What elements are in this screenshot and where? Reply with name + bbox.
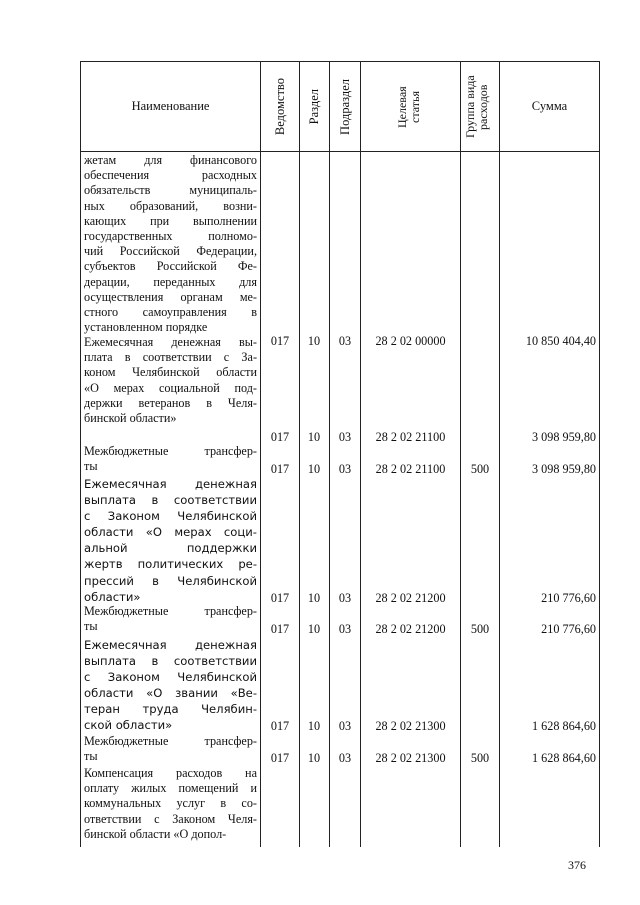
row-3-celevaya: 28 2 02 21100 bbox=[375, 462, 446, 476]
row-2-vedomstvo: 017 bbox=[270, 430, 290, 444]
header-razdel bbox=[300, 62, 329, 151]
header-vedomstvo bbox=[261, 62, 299, 151]
page-number: 376 bbox=[568, 858, 586, 872]
row-2-name: Ежемесячная денежная вы- плата в соответствии с За- коном Челябинской области «О мерах социальной под- держки ветеранов в Челя- бинской области» bbox=[84, 335, 257, 426]
row-2-summa: 3 098 959,80 bbox=[532, 430, 596, 444]
row-3-gruppa: 500 bbox=[470, 462, 490, 476]
row-7-name: Межбюджетные трансфер- ты bbox=[84, 734, 257, 764]
row-2-celevaya: 28 2 02 21100 bbox=[375, 430, 446, 444]
header-podrazdel-label: Подраздел bbox=[337, 78, 352, 135]
header-celevaya bbox=[361, 62, 460, 151]
row-4-name: Ежемесячная денежная выплата в соответствии с Законом Челябинской области «О мерах соци- альной поддержки жертв политических ре- прессий в Челябинской области» bbox=[84, 477, 257, 604]
row-4-celevaya: 28 2 02 21200 bbox=[375, 591, 446, 605]
row-6-razdel: 10 bbox=[307, 719, 321, 733]
row-4-vedomstvo: 017 bbox=[270, 591, 290, 605]
row-1-name: жетам для финансового обеспечения расходных обязательств муниципаль- ных образований, возни- кающих при выполнении государственных полномо- чий Российской Федерации, субъектов Российской Фе- дерации, переданных для осуществления органам ме- стного самоуправления в установленном порядке bbox=[84, 153, 257, 335]
row-6-vedomstvo: 017 bbox=[270, 719, 290, 733]
header-celevaya-label: Целевая статья bbox=[394, 85, 422, 128]
row-7-celevaya: 28 2 02 21300 bbox=[375, 751, 446, 765]
header-gruppa-label: Группа вида расходов bbox=[463, 75, 490, 138]
header-name-label: Наименование bbox=[131, 99, 210, 113]
header-razdel-label: Раздел bbox=[307, 88, 321, 125]
row-3-razdel: 10 bbox=[307, 462, 321, 476]
row-3-summa: 3 098 959,80 bbox=[532, 462, 596, 476]
header-gruppa bbox=[461, 62, 499, 151]
row-6-podrazdel: 03 bbox=[338, 719, 352, 733]
header-summa-label: Сумма bbox=[531, 99, 568, 113]
row-1-vedomstvo: 017 bbox=[270, 334, 290, 348]
row-5-summa: 210 776,60 bbox=[541, 622, 596, 636]
row-4-summa: 210 776,60 bbox=[541, 591, 596, 605]
row-6-name: Ежемесячная денежная выплата в соответствии с Законом Челябинской области «О звании «Ве- теран труда Челябин- ской области» bbox=[84, 638, 257, 733]
row-2-podrazdel: 03 bbox=[338, 430, 352, 444]
row-5-name: Межбюджетные трансфер- ты bbox=[84, 604, 257, 634]
header-vedomstvo-label: Ведомство bbox=[272, 77, 287, 136]
row-6-summa: 1 628 864,60 bbox=[532, 719, 596, 733]
row-6-celevaya: 28 2 02 21300 bbox=[375, 719, 446, 733]
row-3-name: Межбюджетные трансфер- ты bbox=[84, 444, 257, 474]
row-3-podrazdel: 03 bbox=[338, 462, 352, 476]
header-podrazdel bbox=[330, 62, 360, 151]
header-summa bbox=[500, 62, 599, 151]
header-name bbox=[81, 62, 260, 151]
row-7-gruppa: 500 bbox=[470, 751, 490, 765]
row-7-vedomstvo: 017 bbox=[270, 751, 290, 765]
row-8-name: Компенсация расходов на оплату жилых помещений и коммунальных услуг в со- ответствии с Законом Челя- бинской области «О допол- bbox=[84, 766, 257, 841]
row-7-podrazdel: 03 bbox=[338, 751, 352, 765]
row-7-razdel: 10 bbox=[307, 751, 321, 765]
row-1-podrazdel: 03 bbox=[338, 334, 352, 348]
row-2-razdel: 10 bbox=[307, 430, 321, 444]
row-4-razdel: 10 bbox=[307, 591, 321, 605]
row-4-podrazdel: 03 bbox=[338, 591, 352, 605]
row-1-celevaya: 28 2 02 00000 bbox=[375, 334, 446, 348]
row-5-razdel: 10 bbox=[307, 622, 321, 636]
row-3-vedomstvo: 017 bbox=[270, 462, 290, 476]
row-5-celevaya: 28 2 02 21200 bbox=[375, 622, 446, 636]
row-5-gruppa: 500 bbox=[470, 622, 490, 636]
row-1-summa: 10 850 404,40 bbox=[525, 334, 596, 348]
row-5-podrazdel: 03 bbox=[338, 622, 352, 636]
row-5-vedomstvo: 017 bbox=[270, 622, 290, 636]
row-7-summa: 1 628 864,60 bbox=[532, 751, 596, 765]
row-1-razdel: 10 bbox=[307, 334, 321, 348]
